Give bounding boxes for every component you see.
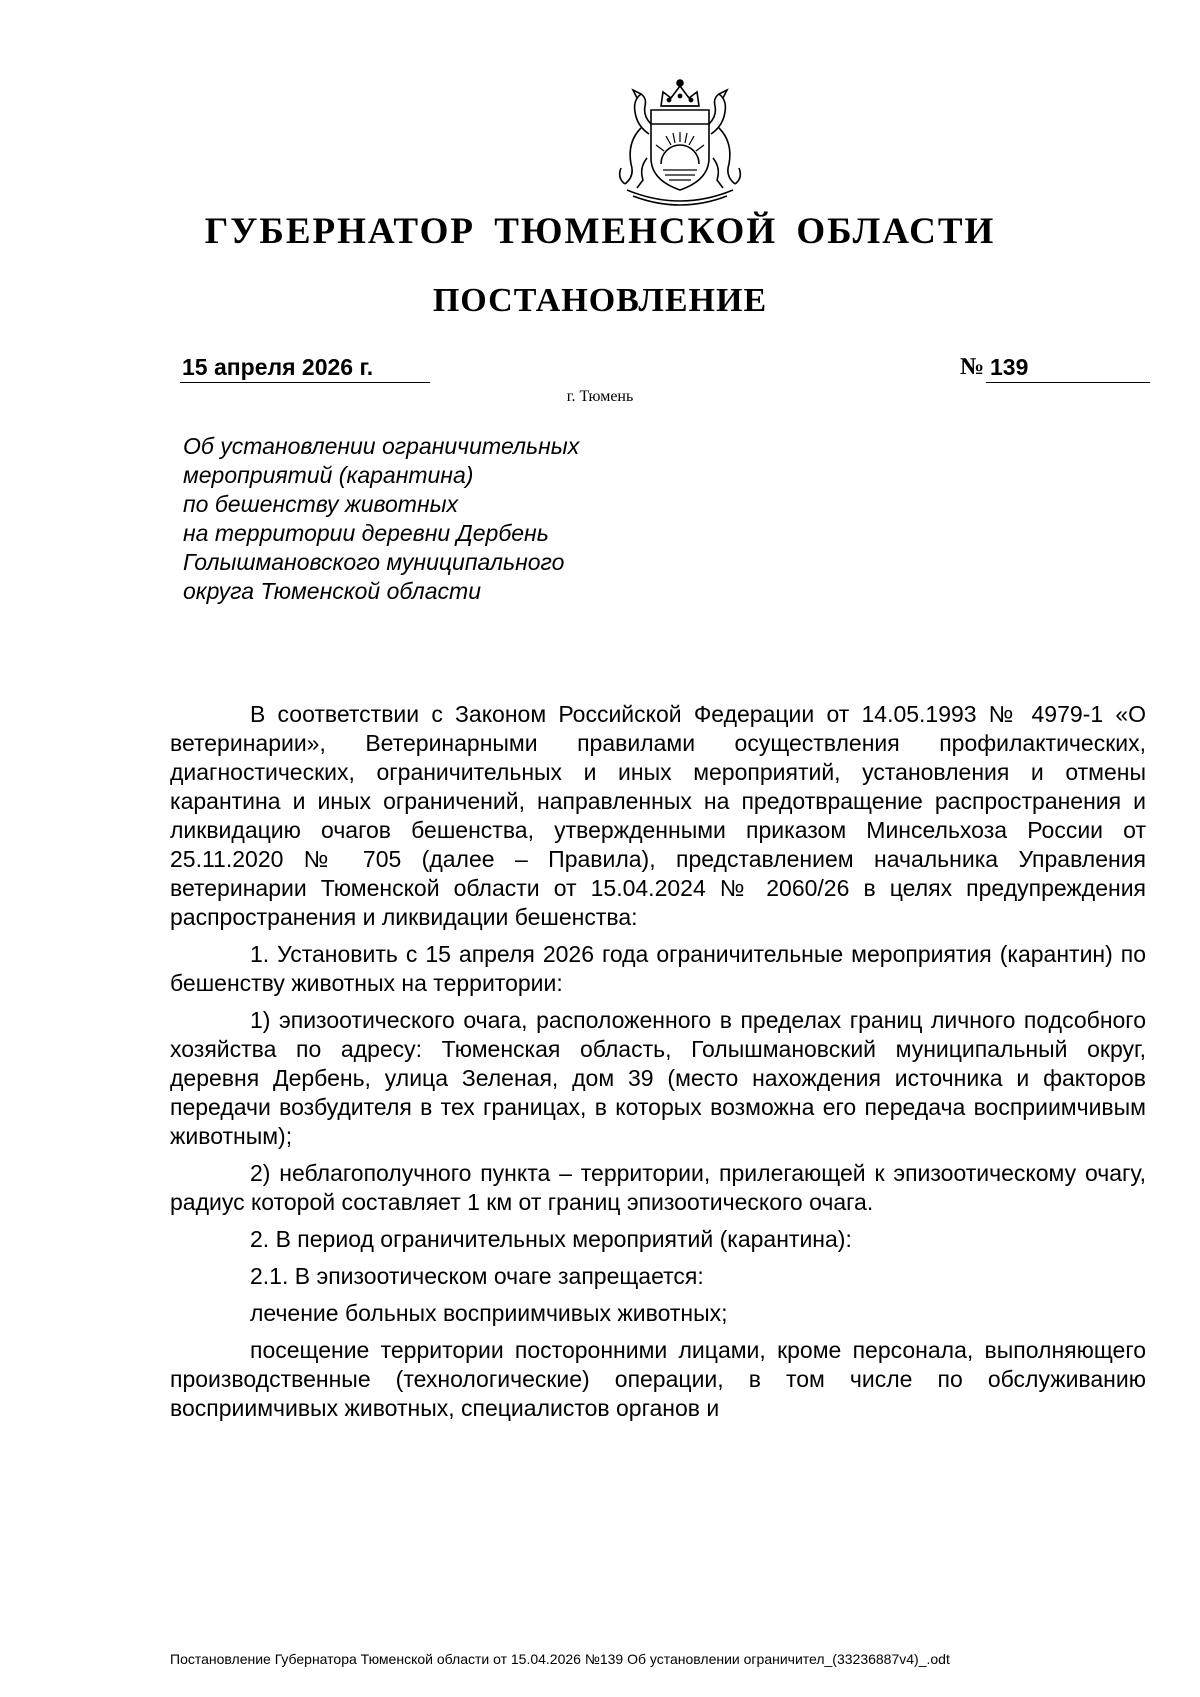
clause-1-1: 1) эпизоотического очага, расположенного в пределах границ личного подсобного хозяйства по адресу: Тюменская область, Голышмановский муниципальный округ, деревня Дербень, улица Зеленая, дом 39 (место нахождения источника и факторов передачи возбудителя в тех границах, в которых возможна его передача восприимчивым животным); (170, 1007, 1146, 1149)
preamble-paragraph: В соответствии с Законом Российской Федерации от 14.05.1993 № 4979-1 «О ветеринарии», Ветеринарными правилами осуществления профилактических, диагностических, ограничительных и иных мероприятий, установления и отмены карантина и иных ограничений, направленных на предотвращение распространения и ликвидацию очагов бешенства, утвержденными приказом Минсельхоза России от 25.11.2020 № 705 (далее – Правила), представлением начальника Управления ветеринарии Тюменской области от 15.04.2024 № 2060/26 в целях предупреждения распространения и ликвидации бешенства: (170, 701, 1146, 930)
subject-line: на территории деревни Дербень (183, 520, 549, 546)
clause-2: 2. В период ограничительных мероприятий (карантина): (250, 1226, 852, 1252)
document-number: 139 (986, 354, 1150, 383)
subject-line: мероприятий (карантина) (183, 462, 474, 488)
number-sign: № (960, 354, 985, 380)
document-body (170, 700, 1146, 1423)
subject-line: Голышмановского муниципального (183, 549, 565, 575)
city: г. Тюмень (566, 388, 634, 405)
document-type: ПОСТАНОВЛЕНИЕ (432, 282, 768, 319)
subject-line: по бешенству животных (183, 491, 459, 517)
document-date: 15 апреля 2026 г. (180, 354, 430, 383)
subject-line: округа Тюменской области (183, 578, 482, 604)
coat-of-arms-icon (597, 72, 763, 212)
org-title: ГУБЕРНАТОР ТЮМЕНСКОЙ ОБЛАСТИ (204, 211, 996, 252)
prohibition-item: лечение больных восприимчивых животных; (250, 1300, 728, 1326)
clause-2-1: 2.1. В эпизоотическом очаге запрещается: (250, 1263, 704, 1289)
clause-1-2: 2) неблагополучного пункта – территории, прилегающей к эпизоотическому очагу, радиус которой составляет 1 км от границ эпизоотического очага. (170, 1160, 1146, 1215)
footer-filename: Постановление Губернатора Тюменской области от 15.04.2026 №139 Об установлении ограничител_(33236887v4)_.odt (170, 1651, 950, 1667)
clause-1: 1. Установить с 15 апреля 2026 года ограничительные мероприятия (карантин) по бешенству животных на территории: (170, 941, 1146, 996)
subject-line: Об установлении ограничительных (183, 433, 580, 459)
prohibition-item: посещение территории посторонними лицами, кроме персонала, выполняющего производственные (технологические) операции, в том числе по обслуживанию восприимчивых животных, специалистов органов и (170, 1337, 1146, 1421)
document-subject (183, 432, 683, 606)
